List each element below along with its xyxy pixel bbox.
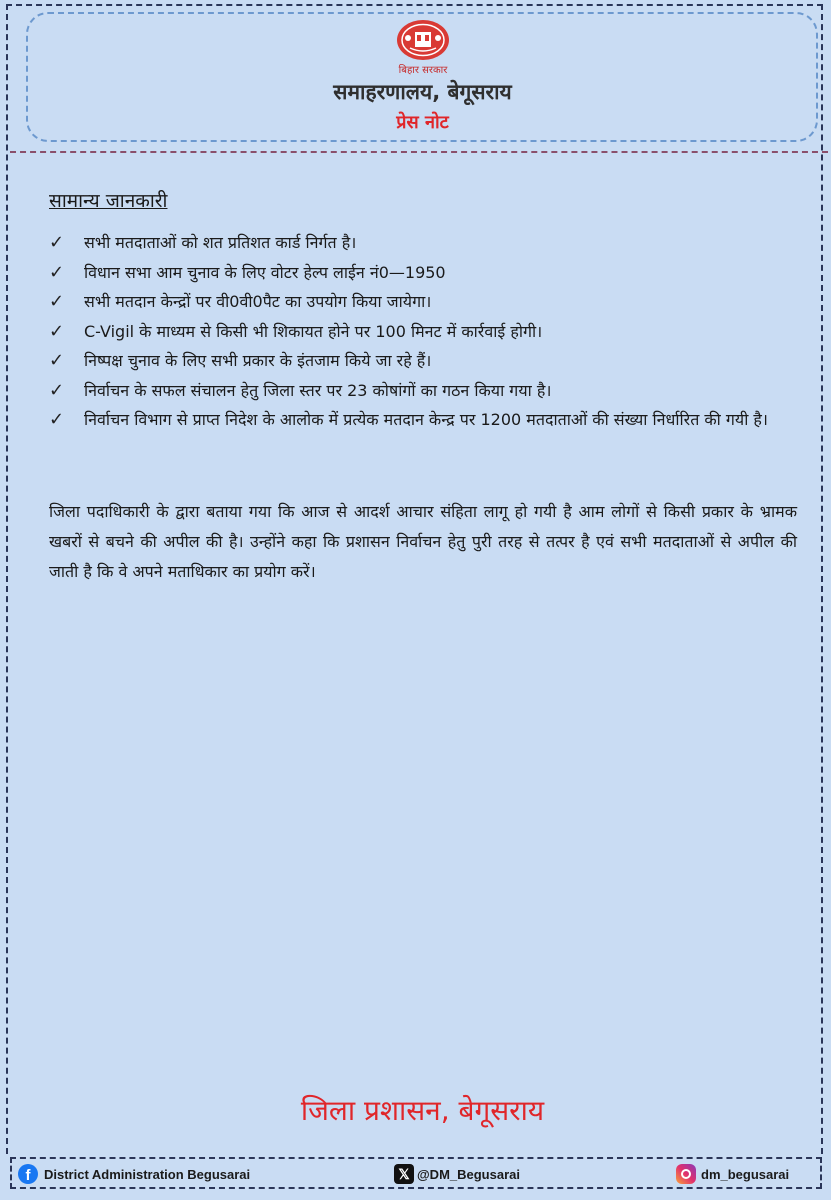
list-item xyxy=(49,376,794,406)
emblem-caption: बिहार सरकार xyxy=(398,65,448,76)
list-item xyxy=(49,405,794,435)
x-link[interactable] xyxy=(394,1164,520,1184)
x-label: @DM_Begusarai xyxy=(417,1166,520,1182)
check-icon: ✓ xyxy=(49,320,65,342)
list-item-text: विधान सभा आम चुनाव के लिए वोटर हेल्प लाईन नं0—1950 xyxy=(84,262,446,282)
facebook-label: District Administration Begusarai xyxy=(44,1166,251,1182)
instagram-icon xyxy=(676,1164,696,1184)
x-icon: 𝕏 xyxy=(394,1164,414,1184)
facebook-link[interactable] xyxy=(18,1164,250,1184)
social-bar xyxy=(10,1157,822,1189)
press-note-title: प्रेस नोट xyxy=(396,112,449,133)
list-item-text: निष्पक्ष चुनाव के लिए सभी प्रकार के इंतजाम किये जा रहे हैं। xyxy=(84,351,432,370)
office-title: समाहरणालय, बेगूसराय xyxy=(333,80,512,104)
check-icon: ✓ xyxy=(49,232,65,253)
bihar-emblem-icon xyxy=(395,18,451,62)
list-item-text: C-Vigil के माध्यम से किसी भी शिकायत होने पर 100 मिनट में कार्रवाई होगी। xyxy=(84,321,543,341)
check-icon: ✓ xyxy=(49,350,65,371)
list-item xyxy=(49,258,794,288)
list-item-text: सभी मतदान केन्द्रों पर वी0वी0पैट का उपयोग किया जायेगा। xyxy=(84,292,432,311)
section-heading: सामान्य जानकारी xyxy=(49,190,168,212)
list-item xyxy=(49,346,794,376)
signature: जिला प्रशासन, बेगूसराय xyxy=(300,1094,545,1127)
list-item-text: सभी मतदाताओं को शत प्रतिशत कार्ड निर्गत है। xyxy=(84,233,357,252)
instagram-link[interactable] xyxy=(676,1164,789,1184)
info-list xyxy=(49,228,794,435)
check-icon: ✓ xyxy=(49,261,65,283)
instagram-label: dm_begusarai xyxy=(701,1166,790,1182)
list-item xyxy=(49,287,794,317)
section-divider xyxy=(10,151,828,153)
check-icon: ✓ xyxy=(49,379,65,401)
body-paragraph: जिला पदाधिकारी के द्वारा बताया गया कि आज से आदर्श आचार संहिता लागू हो गयी है आम लोगों से किसी प्रकार के भ्रामक खबरों से बचने की अपील की है। उन्होंने कहा कि प्रशासन निर्वाचन हेतु पुरी तरह से तत्पर है एवं सभी मतदाताओं से अपील की जाती है कि वे अपने मताधिकार का प्रयोग करें। xyxy=(49,502,797,581)
facebook-icon: f xyxy=(18,1164,38,1184)
list-item xyxy=(49,228,794,258)
list-item xyxy=(49,317,794,347)
list-item-text: निर्वाचन विभाग से प्राप्त निदेश के आलोक में प्रत्येक मतदान केन्द्र पर 1200 मतदाताओं की संख्या निर्धारित की गयी है। xyxy=(84,410,768,429)
check-icon: ✓ xyxy=(49,291,65,312)
check-icon: ✓ xyxy=(49,409,65,430)
list-item-text: निर्वाचन के सफल संचालन हेतु जिला स्तर पर 23 कोषांगों का गठन किया गया है। xyxy=(84,380,552,400)
